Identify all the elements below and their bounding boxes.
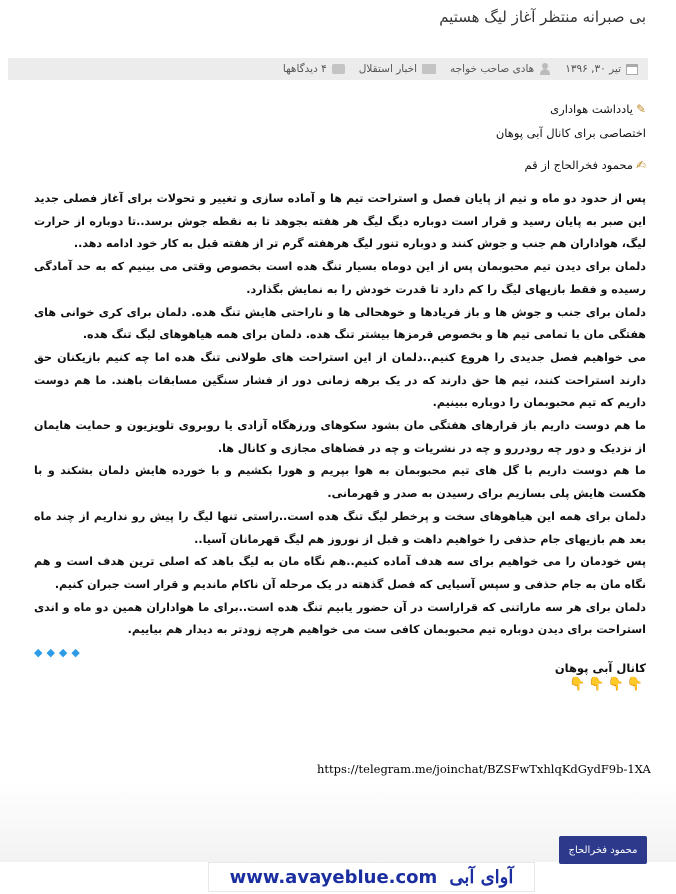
post-date-text: تیر ۳۰, ۱۳۹۶ <box>565 63 621 75</box>
diamond-divider: ◆◆◆◆ <box>34 646 84 660</box>
note-label-line <box>34 100 646 118</box>
paragraph: دلمان برای هر سه ماراتنی که قراراست در آن حضور یابیم تنگ هده است..برای ما هواداران همین دو ماه و اندی استراحت برای دیدن دوباره تیم محبوبمان کافی ست می خواهیم هرچه زودتر به دیدار هم بیاییم. <box>34 600 646 637</box>
post-meta-bar <box>8 58 648 80</box>
article-body <box>34 188 646 642</box>
channel-name: کانال آبی پوهان <box>554 661 646 676</box>
folder-icon <box>422 64 436 74</box>
writer-name: محمود فخرالحاج از قم <box>524 158 633 172</box>
paragraph: پس از حدود دو ماه و تیم از پایان فصل و استراحت تیم ها و آماده سازی و تغییر و تحولات برای آغاز فصلی جدید این صبر به پایان رسید و قرار است دوباره دیگ لیگ هر هفته بجوهد تا به نقطه جوش برسد..تا دوباره از حرارت لیگ، هواداران هم جنب و جوش کنند و دوباره تنور لیگ هرهفته گرم تر از هفته قبل به کار خود ادامه دهد.. <box>34 192 646 251</box>
post-date <box>565 63 638 75</box>
site-watermark <box>208 862 535 892</box>
user-icon <box>539 63 551 75</box>
author-tag-button[interactable]: محمود فخرالحاج <box>559 836 647 864</box>
post-comments-text[interactable]: ۴ دیدگاهها <box>282 63 327 75</box>
paragraph: ما هم دوست داریم با گل های تیم محبوبمان به هوا بپریم و هورا بکشیم و با خورده هایش دلمان بشکند و با هکست هایش پلی بسازیم برای رسیدن به صدر و قهرمانی. <box>34 464 646 501</box>
post-category-text[interactable]: اخبار استقلال <box>358 63 418 75</box>
paragraph: دلمان برای جنب و جوش ها و باز فریادها و خوهحالی ها و ناراحتی هایش تنگ هده. دلمان برای کری خوانی های هفتگی مان با تمامی تیم ها و بخصوص قرمزها بیشتر تنگ هده. دلمان برای همه هیاهوهای لیگ تنگ هده. <box>34 305 646 342</box>
pointing-down-icons: 👇👇👇👇 <box>569 677 646 693</box>
comment-icon <box>332 64 345 74</box>
exclusive-line: اختصاصی برای کانال آبی پوهان <box>495 126 646 140</box>
post-category[interactable] <box>359 63 436 75</box>
post-author-text[interactable]: هادی صاحب خواجه <box>450 63 535 75</box>
memo-icon: ✎ <box>635 102 646 116</box>
note-label: یادداشت هواداری <box>550 102 633 116</box>
paragraph: ما هم دوست داریم باز قرارهای هفتگی مان بشود سکوهای ورزهگاه آزادی یا روبروی تلویزیون و حمایت هایمان از نزدیک و دور چه رودررو و چه در نشریات و چه در فضاهای مجازی و کانال ها. <box>34 419 646 455</box>
telegram-link[interactable]: https://telegram.me/joinchat/BZSFwTxhlqKdGydF9b-1XA <box>317 762 651 776</box>
post-comments[interactable] <box>283 63 345 75</box>
paragraph: پس خودمان را می خواهیم برای سه هدف آماده کنیم..هم نگاه مان به لیگ باهد که اصلی ترین هدف است و هم نگاه مان به جام حذفی و سپس آسیایی که فصل گذهته در یک مرحله آن ناکام ماندیم و قرار است جبران کنیم. <box>34 555 646 591</box>
calendar-icon <box>626 64 638 75</box>
post-title[interactable]: بی صبرانه منتظر آغاز لیگ هستیم <box>439 8 646 26</box>
writer-line <box>34 156 646 174</box>
paragraph: دلمان برای دیدن تیم محبوبمان پس از این دوماه بسیار تنگ هده است بخصوص وقتی می بینیم که به حد آمادگی رسیده و فقط بازیهای لیگ را کم دارد تا قدرت خودش را به نمایش بگذارد. <box>34 260 646 296</box>
writing-hand-icon: ✍ <box>635 158 646 172</box>
post-content <box>34 100 646 692</box>
post-author[interactable] <box>450 63 551 75</box>
paragraph: دلمان برای همه این هیاهوهای سخت و پرخطر لیگ تنگ هده است..راستی تنها لیگ را پیش رو نداریم از چند ماه بعد هم بازیهای جام حذفی را خواهیم داهت و قبل از نوروز هم لیگ قهرمانان آسیا.. <box>34 509 646 546</box>
watermark-name: آوای آبی <box>449 866 514 888</box>
paragraph: می خواهیم فصل جدیدی را هروع کنیم..دلمان از این استراحت های طولانی تنگ هده اما چه کنیم بازیکنان حق دارند استراحت کنند، تیم ها حق دارند که در یک برهه زمانی دور از فشار سنگین مسابقات باهند. ما هم دوست داریم که تیم محبوبمان را دوباره ببینیم. <box>34 350 646 410</box>
watermark-url: www.avayeblue.com <box>229 866 438 888</box>
